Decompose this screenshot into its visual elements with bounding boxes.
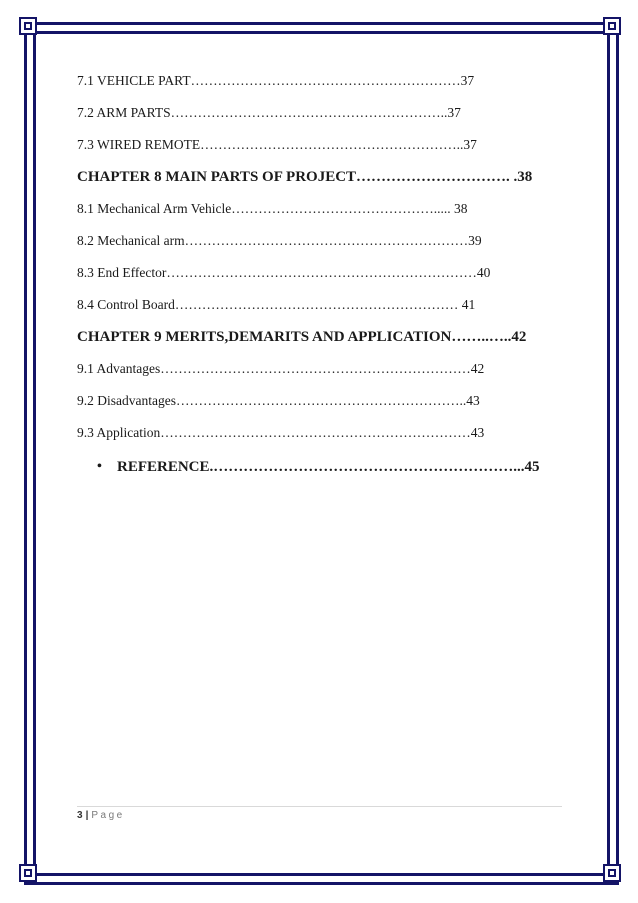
- footer-separator: |: [85, 810, 89, 821]
- toc-entry-9-3: 9.3 Application……………………………………………………………43: [77, 425, 485, 440]
- page-label: Page: [91, 810, 125, 821]
- toc-entry-9-1: 9.1 Advantages……………………………………………………………42: [77, 361, 485, 376]
- toc-entry-8-1: 8.1 Mechanical Arm Vehicle………………………………………..... 38: [77, 201, 468, 216]
- toc-entry-7-3: 7.3 WIRED REMOTE…………………………………………………..37: [77, 137, 477, 152]
- border-corner-ornament: [603, 17, 621, 35]
- toc-reference-text: REFERENCE.……………………………………………………...45: [117, 459, 540, 475]
- page-number: 3: [77, 810, 83, 821]
- footer-divider: [77, 806, 562, 807]
- border-corner-ornament: [19, 17, 37, 35]
- toc-entry-9-2: 9.2 Disadvantages………………………………………………………..43: [77, 393, 480, 408]
- bullet-icon: •: [97, 459, 102, 474]
- border-corner-ornament: [19, 864, 37, 882]
- toc-chapter-8: CHAPTER 8 MAIN PARTS OF PROJECT…………………………. .38: [77, 169, 533, 185]
- toc-entry-8-3: 8.3 End Effector……………………………………………………………40: [77, 265, 491, 280]
- toc-entry-8-2: 8.2 Mechanical arm………………………………………………………39: [77, 233, 482, 248]
- toc-chapter-9: CHAPTER 9 MERITS,DEMARITS AND APPLICATION……..…..42: [77, 329, 527, 345]
- toc-entry-8-4: 8.4 Control Board……………………………………………………… 41: [77, 297, 476, 312]
- table-of-contents: [77, 72, 547, 490]
- border-corner-ornament: [603, 864, 621, 882]
- toc-reference-entry: [77, 458, 547, 490]
- toc-entry-7-2: 7.2 ARM PARTS……………………………………………………..37: [77, 105, 461, 120]
- page-footer: [77, 810, 125, 821]
- toc-entry-7-1: 7.1 VEHICLE PART……………………………………………………37: [77, 73, 475, 88]
